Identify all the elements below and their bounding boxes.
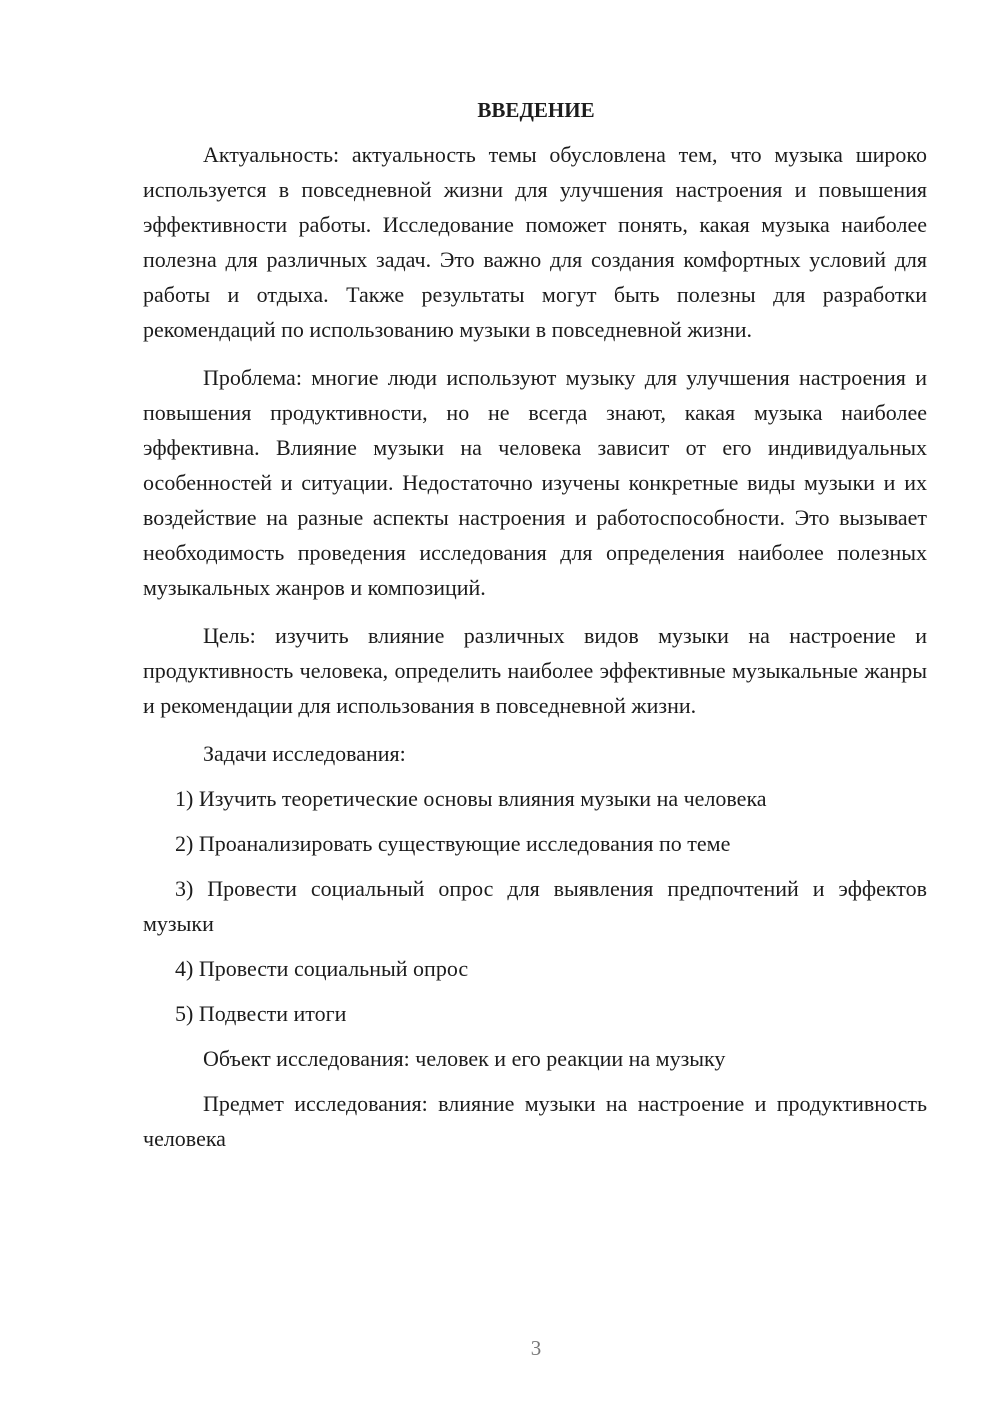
task-item-3: 3) Провести социальный опрос для выявления предпочтений и эффектов музыки (143, 876, 927, 936)
subject-paragraph: Предмет исследования: влияние музыки на настроение и продуктивность человека (143, 1091, 927, 1151)
relevance-paragraph: Актуальность: актуальность темы обусловлена тем, что музыка широко используется в повседневной жизни для улучшения настроения и повышения эффективности работы. Исследование поможет понять, какая музыка наиболее полезна для различных задач. Это важно для создания комфортных условий для работы и отдыха. Также результаты могут быть полезны для разработки рекомендаций по использованию музыки в повседневной жизни. (143, 142, 927, 342)
task-item-4: 4) Провести социальный опрос (175, 956, 469, 981)
object-paragraph: Объект исследования: человек и его реакции на музыку (203, 1046, 726, 1071)
page-content (143, 95, 927, 1156)
goal-paragraph: Цель: изучить влияние различных видов музыки на настроение и продуктивность человека, определить наиболее эффективные музыкальные жанры и рекомендации для использования в повседневной жизни. (143, 623, 927, 718)
problem-paragraph: Проблема: многие люди используют музыку для улучшения настроения и повышения продуктивности, но не всегда знают, какая музыка наиболее эффективна. Влияние музыки на человека зависит от его индивидуальных особенностей и ситуации. Недостаточно изучены конкретные виды музыки и их воздействие на разные аспекты настроения и работоспособности. Это вызывает необходимость проведения исследования для определения наиболее полезных музыкальных жанров и композиций. (143, 365, 927, 600)
task-item-5: 5) Подвести итоги (175, 1001, 347, 1026)
tasks-heading: Задачи исследования: (203, 741, 406, 766)
task-item-1: 1) Изучить теоретические основы влияния музыки на человека (175, 786, 767, 811)
section-title: ВВЕДЕНИЕ (477, 98, 595, 122)
page-number: 3 (530, 1336, 542, 1360)
task-item-2: 2) Проанализировать существующие исследования по теме (175, 831, 731, 856)
